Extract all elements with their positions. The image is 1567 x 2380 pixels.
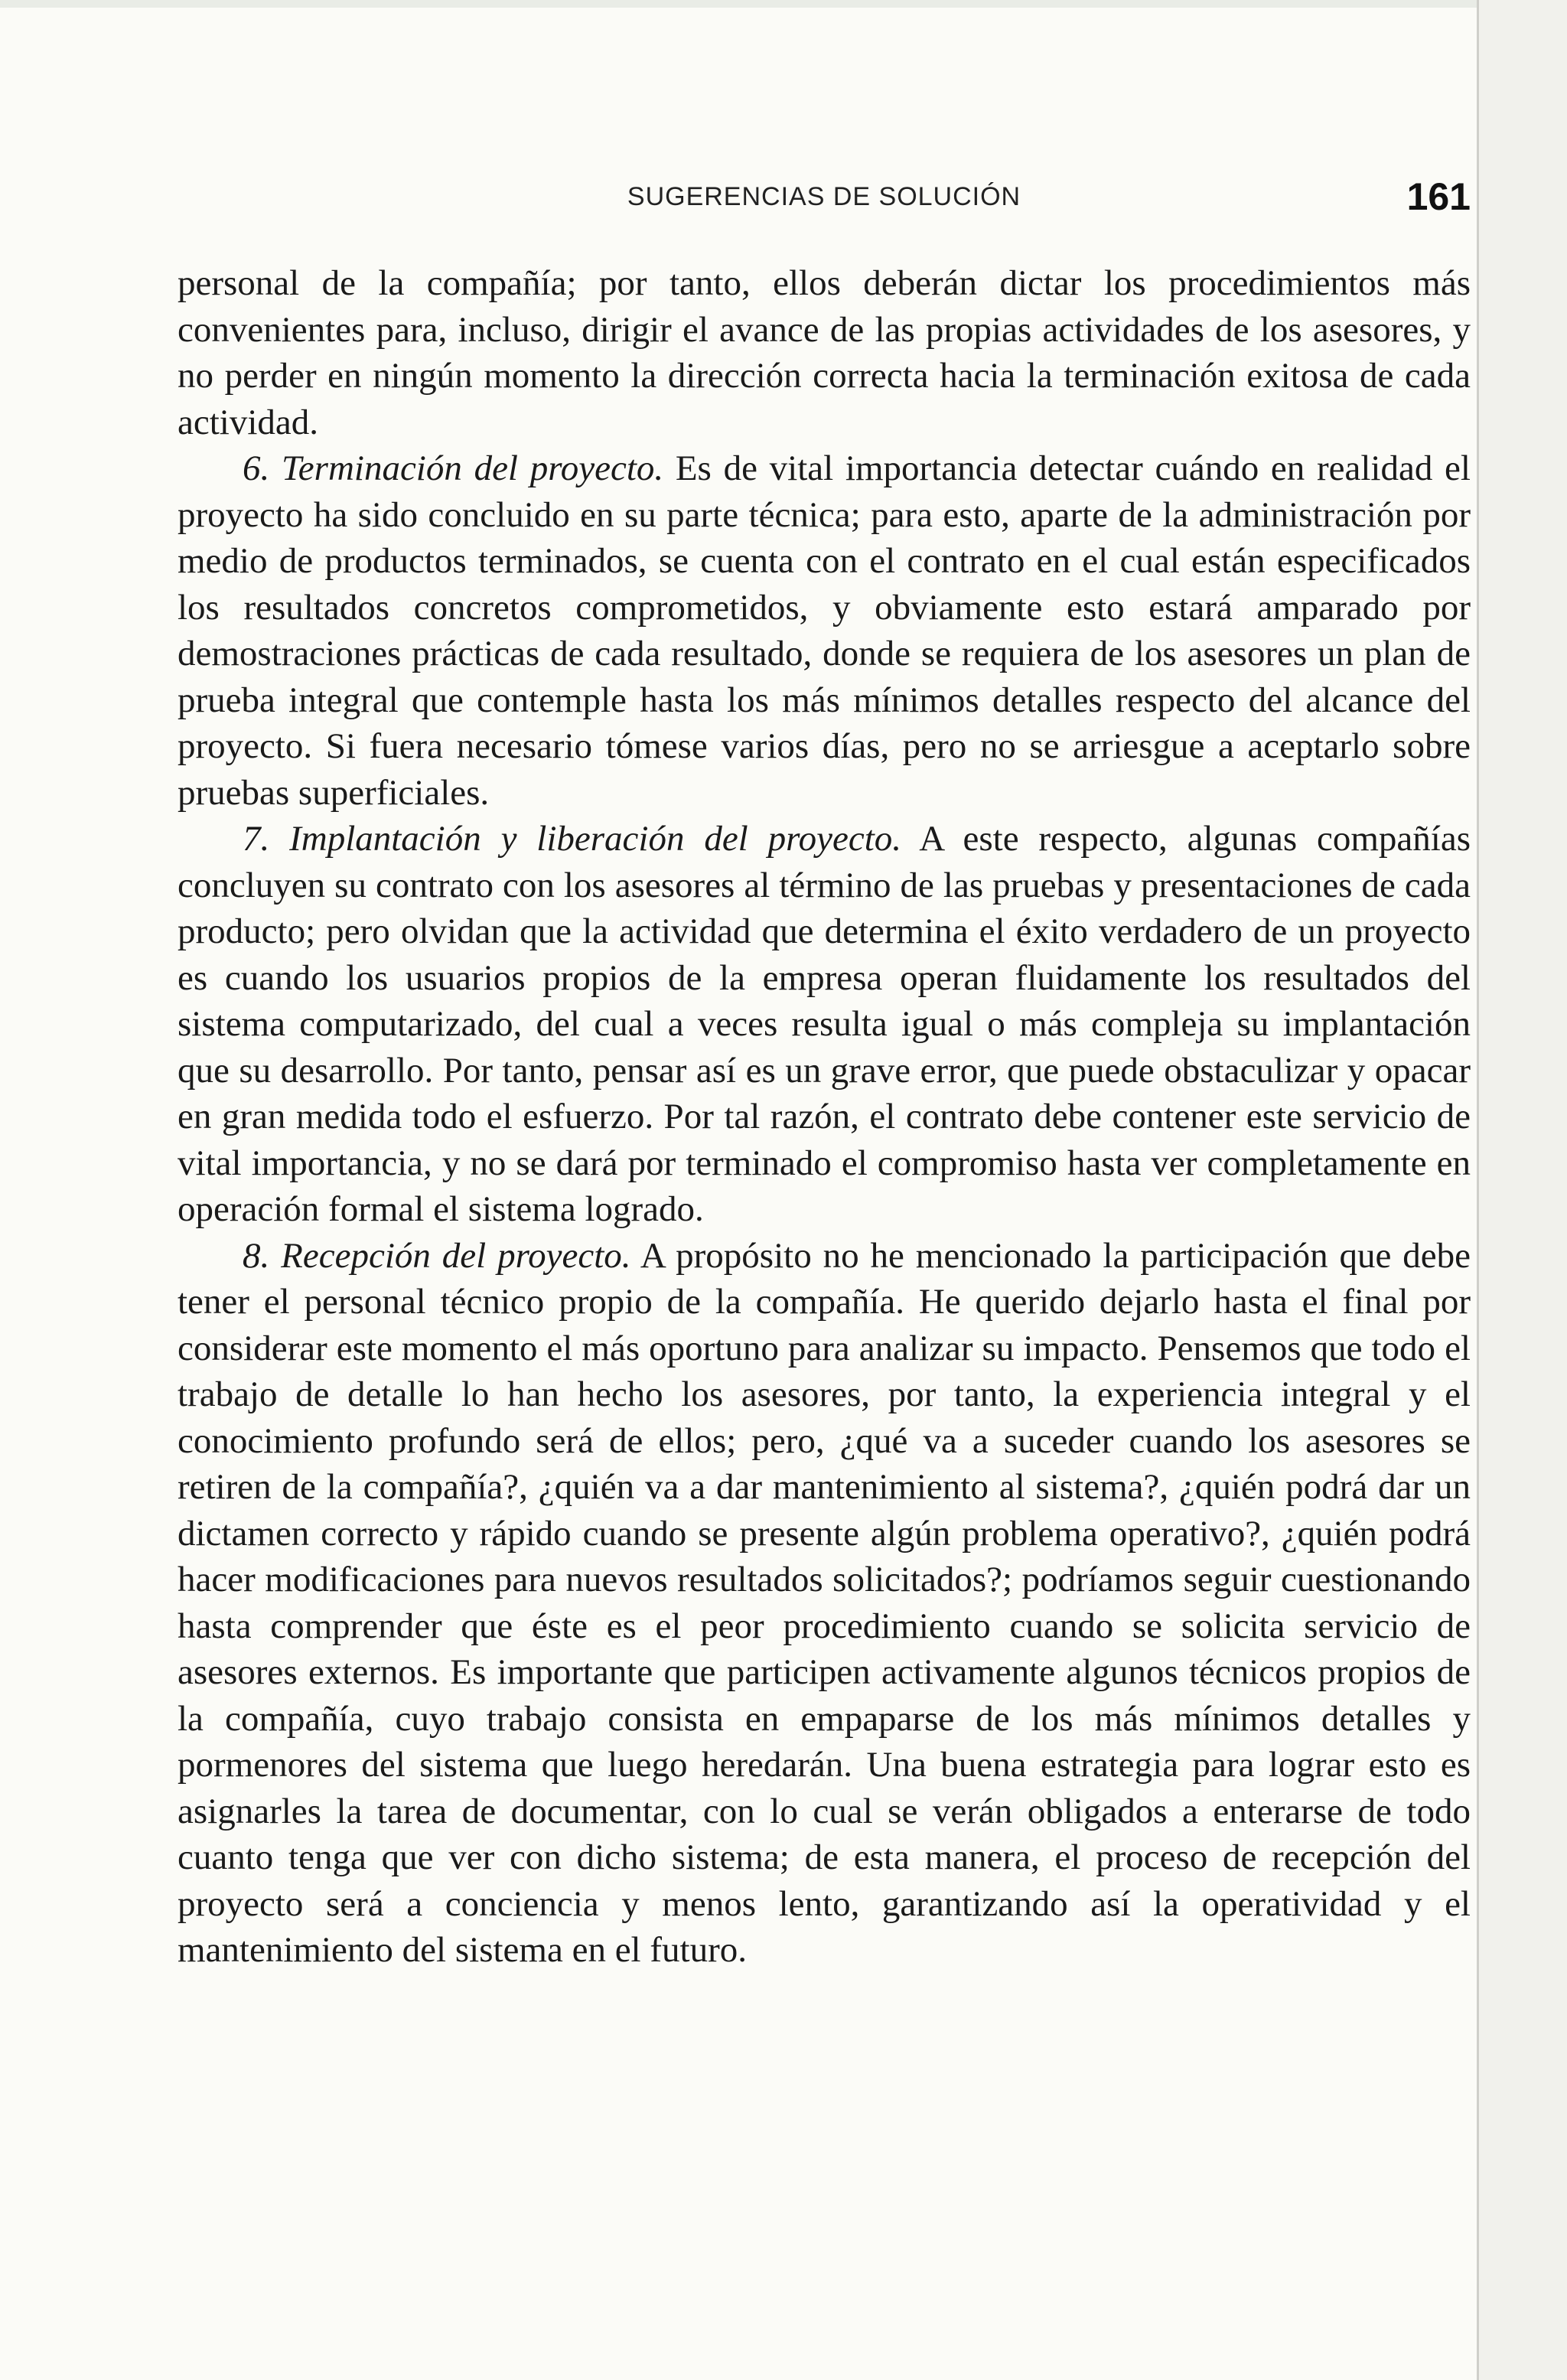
paragraph-heading: 8. Recepción del proyecto. bbox=[243, 1235, 631, 1276]
paragraph-continuation bbox=[178, 260, 1471, 445]
paragraph-text: personal de la compañía; por tanto, ellos deberán dictar los procedimientos más convenientes para, incluso, dirigir el avance de las propias actividades de los asesores, y no perder en ningún momento la dirección correcta hacia la terminación exitosa de cada actividad. bbox=[178, 263, 1471, 442]
paragraph-implantacion bbox=[178, 816, 1471, 1233]
paragraph-text: A propósito no he mencionado la participación que debe tener el personal técnico propio de la compañía. He querido dejarlo hasta el final por considerar este momento el más oportuno para analizar su impacto. Pensemos que todo el trabajo de detalle lo han hecho los asesores, por tanto, la experiencia integral y el conocimiento profundo será de ellos; pero, ¿qué va a suceder cuando los asesores se retiren de la compañía?, ¿quién va a dar mantenimiento al sistema?, ¿quién podrá dar un dictamen correcto y rápido cuando se presente algún problema operativo?, ¿quién podrá hacer modificaciones para nuevos resultados solicitados?; podríamos seguir cuestionando hasta comprender que éste es el peor procedimiento cuando se solicita servicio de asesores externos. Es importante que participen activamente algunos técnicos propios de la compañía, cuyo trabajo consista en empaparse de los más mínimos detalles y pormenores del sistema que luego heredarán. Una buena estrategia para lograr esto es asignarles la tarea de documentar, con lo cual se verán obligados a enterarse de todo cuanto tenga que ver con dicho sistema; de esta manera, el proceso de recepción del proyecto será a conciencia y menos lento, garantizando así la operatividad y el mantenimiento del sistema en el futuro. bbox=[178, 1235, 1471, 1970]
paragraph-heading: 7. Implantación y liberación del proyecto. bbox=[243, 819, 902, 859]
paragraph-recepcion bbox=[178, 1233, 1471, 1974]
paragraph-terminacion bbox=[178, 445, 1471, 816]
body-text bbox=[178, 260, 1471, 1974]
page-number: 161 bbox=[1406, 175, 1471, 218]
paragraph-heading: 6. Terminación del proyecto. bbox=[243, 448, 664, 488]
page-margin-shade bbox=[1479, 0, 1567, 2380]
running-head-title: SUGERENCIAS DE SOLUCIÓN bbox=[627, 182, 1021, 211]
running-head bbox=[178, 174, 1471, 220]
paragraph-text: Es de vital importancia detectar cuándo en realidad el proyecto ha sido concluido en su parte técnica; para esto, aparte de la administración por medio de productos terminados, se cuenta con el contrato en el cual están especificados los resultados concretos comprometidos, y obviamente esto estará amparado por demostraciones prácticas de cada resultado, donde se requiera de los asesores un plan de prueba integral que contemple hasta los más mínimos detalles respecto del alcance del proyecto. Si fuera necesario tómese varios días, pero no se arriesgue a aceptarlo sobre pruebas superficiales. bbox=[178, 448, 1471, 813]
paragraph-text: A este respecto, algunas compañías concluyen su contrato con los asesores al término de las pruebas y presentaciones de cada producto; pero olvidan que la actividad que determina el éxito verdadero de un proyecto es cuando los usuarios propios de la empresa operan fluidamente los resultados del sistema computarizado, del cual a veces resulta igual o más compleja su implantación que su desarrollo. Por tanto, pensar así es un grave error, que puede obstaculizar y opacar en gran medida todo el esfuerzo. Por tal razón, el contrato debe contener este servicio de vital importancia, y no se dará por terminado el compromiso hasta ver completamente en operación formal el sistema logrado. bbox=[178, 819, 1471, 1229]
top-edge bbox=[0, 0, 1477, 8]
